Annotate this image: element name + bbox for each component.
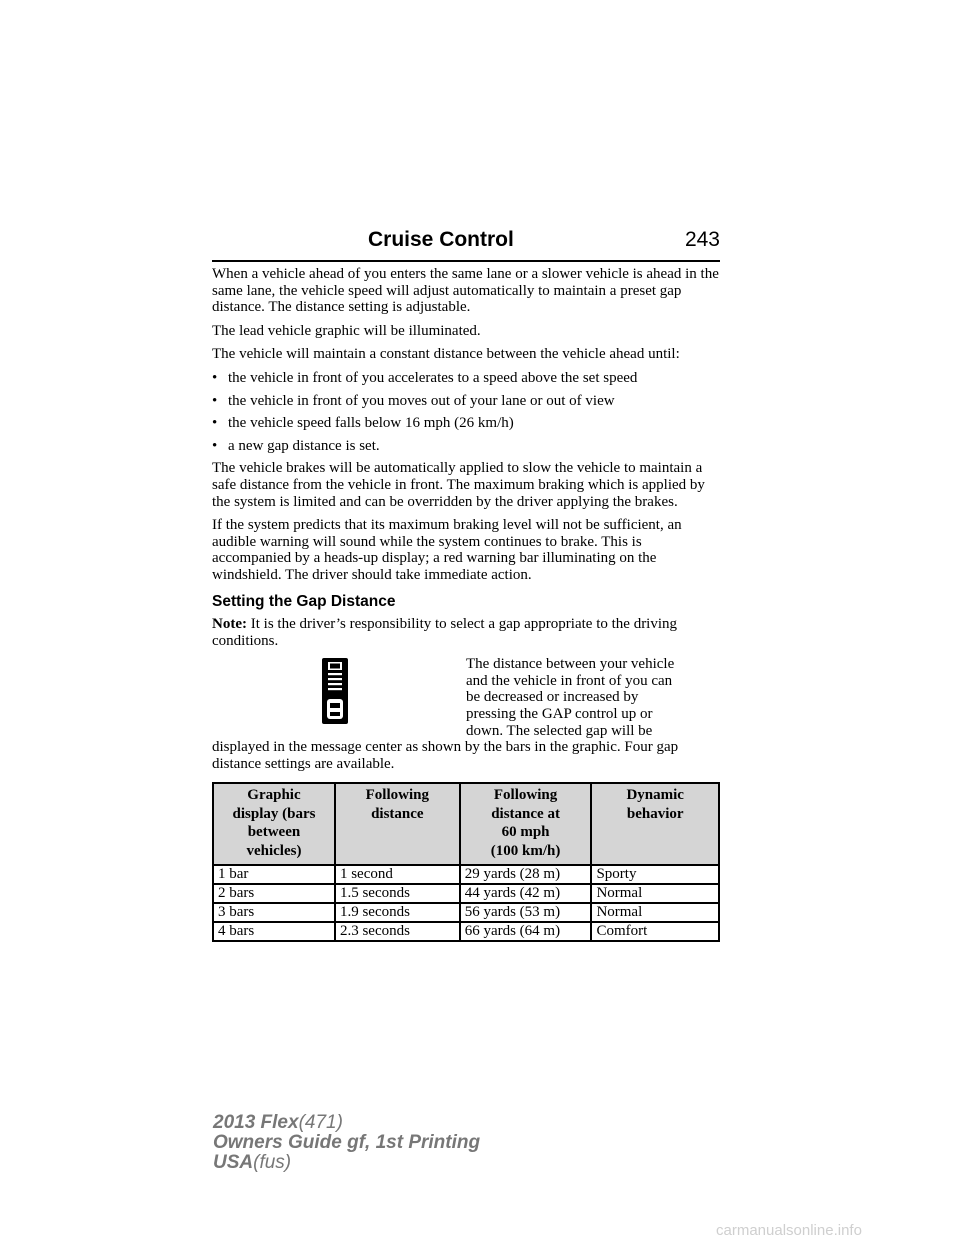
gap-distance-icon — [322, 658, 348, 724]
table-cell: 4 bars — [213, 922, 335, 941]
list-item: • a new gap distance is set. — [212, 438, 722, 455]
paragraph: If the system predicts that its maximum braking level will not be sufficient, an audible warning will sound while the system continues to brake. This is accompanied by a heads-up display; a red warning bar illuminating on the windshield. The driver should take immediate action. — [212, 517, 682, 583]
paragraph: The vehicle brakes will be automatically applied to slow the vehicle to maintain a safe distance from the vehicle in front. The maximum braking which is applied by the system is limited and can be overridden by the driver applying the brakes. — [212, 460, 705, 510]
section-title: Cruise Control — [368, 228, 514, 251]
table-cell: 1.9 seconds — [335, 903, 460, 922]
text-line: down. The selected gap will be — [466, 722, 653, 739]
text-line: be decreased or increased by — [466, 689, 639, 706]
table-header-row — [213, 783, 719, 865]
text-line: The distance between your vehicle — [466, 656, 675, 673]
list-item: • the vehicle speed falls below 16 mph (26 km/h) — [212, 415, 722, 432]
list-item: • the vehicle in front of you moves out of your lane or out of view — [212, 393, 722, 410]
page-number: 243 — [684, 228, 720, 251]
footer-line: USA(fus) — [213, 1152, 292, 1173]
column-header: Following distance at 60 mph (100 km/h) — [460, 783, 592, 865]
table-cell: Comfort — [591, 922, 719, 941]
column-header: Graphic display (bars between vehicles) — [213, 783, 335, 865]
table-cell: 56 yards (53 m) — [460, 903, 592, 922]
table-cell: 1 second — [335, 865, 460, 884]
header-rule — [212, 260, 720, 262]
paragraph: displayed in the message center as shown by the bars in the graphic. Four gap distance settings are available. — [212, 739, 679, 772]
footer-line: 2013 Flex(471) — [213, 1112, 343, 1133]
note-text: It is the driver’s responsibility to select a gap appropriate to the driving conditions. — [212, 616, 678, 649]
table-row — [213, 884, 719, 903]
paragraph: The lead vehicle graphic will be illuminated. — [212, 322, 481, 339]
table-cell: 1.5 seconds — [335, 884, 460, 903]
condition-list — [212, 370, 722, 454]
table-cell: Sporty — [591, 865, 719, 884]
page-header — [212, 228, 720, 260]
body-text — [212, 266, 722, 942]
paragraph: When a vehicle ahead of you enters the same lane or a slower vehicle is ahead in the same lane, the vehicle speed will adjust automatically to maintain a preset gap distance. The distance setting is adjustable. — [212, 266, 719, 316]
list-item: • the vehicle in front of you accelerates to a speed above the set speed — [212, 370, 722, 387]
table-cell: 3 bars — [213, 903, 335, 922]
table-row — [213, 865, 719, 884]
table-cell: 2 bars — [213, 884, 335, 903]
paragraph: The vehicle will maintain a constant distance between the vehicle ahead until: — [212, 346, 680, 363]
note — [212, 616, 722, 649]
table-cell: Normal — [591, 884, 719, 903]
table-row — [213, 922, 719, 941]
subheading: Setting the Gap Distance — [212, 592, 396, 610]
table-cell: 66 yards (64 m) — [460, 922, 592, 941]
table-cell: 44 yards (42 m) — [460, 884, 592, 903]
gap-settings-table — [212, 782, 720, 942]
text-line: pressing the GAP control up or — [466, 706, 653, 723]
gap-description — [466, 656, 722, 739]
column-header: Following distance — [335, 783, 460, 865]
table-cell: 1 bar — [213, 865, 335, 884]
text-line: and the vehicle in front of you can — [466, 672, 673, 689]
print-footer — [213, 1113, 480, 1173]
table-cell: 2.3 seconds — [335, 922, 460, 941]
footer-line: Owners Guide gf, 1st Printing — [213, 1132, 481, 1153]
column-header: Dynamic behavior — [591, 783, 719, 865]
table-row — [213, 903, 719, 922]
table-cell: Normal — [591, 903, 719, 922]
watermark: carmanualsonline.info — [716, 1222, 862, 1239]
table-cell: 29 yards (28 m) — [460, 865, 592, 884]
note-label: Note: — [212, 616, 247, 633]
